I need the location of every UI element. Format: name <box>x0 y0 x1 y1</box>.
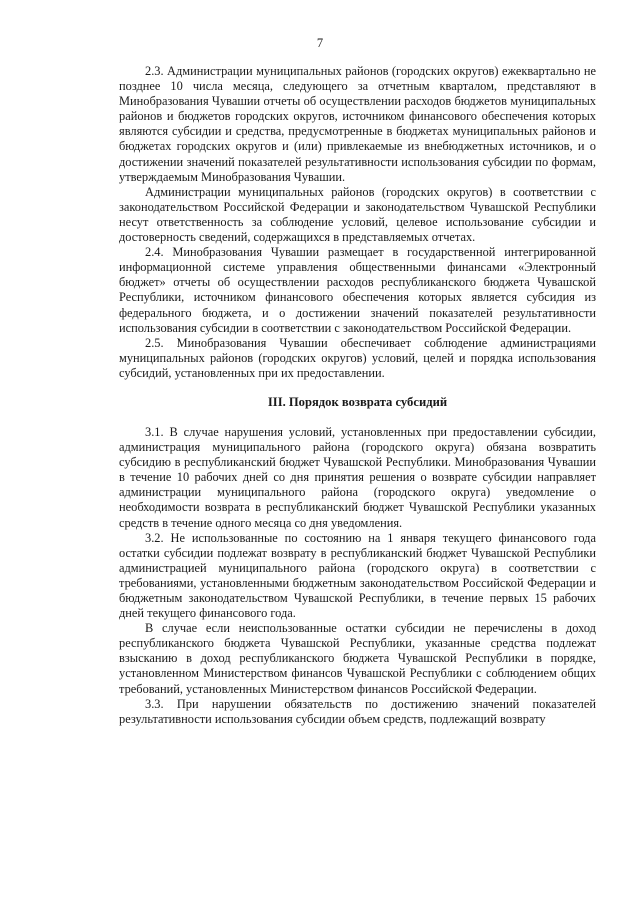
document-body <box>119 64 596 727</box>
paragraph-3-3: 3.3. При нарушении обязательств по достижению значений показателей результативности использования субсидии объем средств, подлежащий возврату <box>119 696 596 726</box>
section-heading: III. Порядок возврата субсидий <box>267 394 448 409</box>
paragraph-3-1: 3.1. В случае нарушения условий, установленных при предоставлении субсидии, администрация муниципального района (городского округа) обязана возвратить субсидию в республиканский бюджет Чувашской Республики. Минобразования Чувашии в течение 10 рабочих дней со дня принятия решения о возврате субсидии направляет администрации муниципального района (городского округа) уведомление о необходимости возврата в республиканский бюджет Чувашской Республики указанных средств в течение одного месяца со дня уведомления. <box>119 424 596 530</box>
paragraph-3-2-recovery: В случае если неиспользованные остатки субсидии не перечислены в доход республиканского бюджета Чувашской Республики, указанные средства подлежат взысканию в доход республиканского бюджета Чувашской Республики в порядке, установленном Министерством финансов Чувашской Республики с соблюдением общих требований, установленных Министерством финансов Российской Федерации. <box>119 621 596 696</box>
paragraph-2-4: 2.4. Минобразования Чувашии размещает в государственной интегрированной информационной системе управления общественными финансами «Электронный бюджет» отчеты об осуществлении расходов республиканского бюджета Чувашской Республики, источником финансового обеспечения которых является субсидия из федерального бюджета, и о достижении значений показателей результативности использования субсидии в соответствии с законодательством Российской Федерации. <box>119 245 596 335</box>
page-number: 7 <box>316 36 324 50</box>
paragraph-2-3-responsibility: Администрации муниципальных районов (городских округов) в соответствии с законодательством Российской Федерации и законодательством Чувашской Республики несут ответственность за соблюдение условий, целевое использование субсидии и достоверность сведений, содержащихся в представляемых отчетах. <box>119 184 596 245</box>
paragraph-2-5: 2.5. Минобразования Чувашии обеспечивает соблюдение администрациями муниципальных районов (городских округов) условий, целей и порядка использования субсидий, установленных при их предоставлении. <box>119 335 596 380</box>
paragraph-2-3: 2.3. Администрации муниципальных районов (городских округов) ежеквартально не позднее 10 числа месяца, следующего за отчетным кварталом, представляют в Минобразования Чувашии отчеты об осуществлении расходов бюджетов муниципальных районов и бюджетов городских округов, источником финансового обеспечения которых являются субсидии и средства, предусмотренные в бюджетах муниципальных районов и бюджетах городских округов и (или) привлекаемые из внебюджетных источников, и о достижении значений показателей результативности использования субсидии по формам, утверждаемым Минобразования Чувашии. <box>119 64 596 184</box>
paragraph-3-2: 3.2. Не использованные по состоянию на 1 января текущего финансового года остатки субсидии подлежат возврату в республиканский бюджет Чувашской Республики администрацией муниципального района (городского округа) в соответствии с требованиями, установленными бюджетным законодательством Российской Федерации и бюджетным законодательством Чувашской Республики, в течение первых 15 рабочих дней текущего финансового года. <box>119 530 596 621</box>
